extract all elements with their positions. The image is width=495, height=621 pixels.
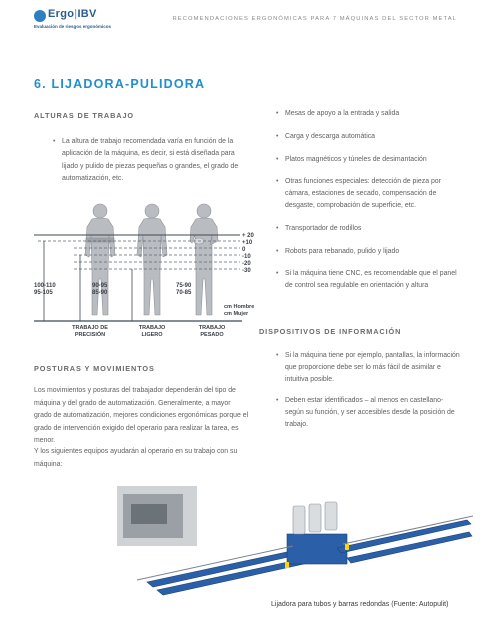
figure-label: TRABAJO DE — [72, 325, 108, 331]
human-figures-illustration — [85, 204, 218, 315]
list-item: • Transportador de rodillos — [276, 223, 462, 235]
range-lower: 95-105 — [34, 290, 53, 296]
list-item: • La altura de trabajo recomendada varía en función de la aplicación de la máquina, es decir, si está diseñada para lijado y pulido de piezas pequeñas o grandes, el grado de automatización, etc. — [53, 136, 248, 186]
scale-label: -30 — [242, 268, 251, 274]
logo-tagline: Evaluación de riesgos ergonómicos — [34, 24, 112, 29]
figure-label: LIGERO — [141, 332, 163, 338]
range-lower: 70-85 — [176, 290, 192, 296]
list-item: • Deben estar identificados – al menos en castellano- según su función, y ser accesibles desde la posición de trabajo. — [276, 395, 462, 430]
alturas-heading: ALTURAS DE TRABAJO — [34, 111, 134, 120]
posturas-paragraph: Los movimientos y posturas del trabajador dependerán del tipo de máquina y del grado de automatización. Generalmente, a mayor grado de automatización, mejores condiciones ergonómicas porque el grado de intervención exigido del operario para realizar la tarea, es menor. — [34, 387, 249, 445]
posturas-heading: POSTURAS Y MOVIMIENTOS — [34, 364, 155, 373]
dispositivos-list — [276, 350, 462, 431]
figure-label: TRABAJO — [198, 325, 226, 331]
list-item: • Robots para rebanado, pulido y lijado — [276, 246, 462, 258]
header-title: RECOMENDACIONES ERGONÓMICAS PARA 7 MÁQUINAS DEL SECTOR METAL — [172, 16, 457, 22]
alturas-list — [53, 136, 248, 186]
dispositivos-heading: DISPOSITIVOS DE INFORMACIÓN — [259, 327, 402, 336]
logo-circle-icon — [34, 10, 46, 22]
range-lower: 85-90 — [92, 290, 108, 296]
legend-lower: cm Mujer — [224, 311, 249, 317]
posturas-paragraph: Y los siguientes equipos ayudarán al operario en su trabajo con su máquina: — [34, 448, 238, 468]
scale-label: +10 — [242, 240, 253, 246]
legend-upper: cm Hombre — [224, 304, 255, 310]
scale-label: + 20 — [242, 233, 254, 239]
list-item: • Carga y descarga automática — [276, 131, 462, 143]
list-item: • Mesas de apoyo a la entrada y salida — [276, 108, 462, 120]
scale-label: 0 — [242, 247, 246, 253]
figure-label: TRABAJO — [138, 325, 166, 331]
scale-label: -20 — [242, 261, 251, 267]
list-item: • Platos magnéticos y túneles de desimantación — [276, 154, 462, 166]
section-title: 6. LIJADORA-PULIDORA — [34, 77, 206, 91]
equipment-list — [276, 108, 462, 292]
list-item: • Otras funciones especiales: detección de pieza por cámara, estaciones de secado, compensación de desgaste, comprobación de superficie, etc. — [276, 176, 462, 211]
range-upper: 75-90 — [176, 283, 192, 289]
figure-label: PRECISIÓN — [74, 332, 106, 338]
list-item: • Si la máquina tiene por ejemplo, pantallas, la información que proporcione debe ser lo más fácil de asimilar e intuitiva posible. — [276, 350, 462, 385]
range-upper: 90-95 — [92, 283, 108, 289]
list-item: • Si la máquina tiene CNC, es recomendable que el panel de control sea regulable en orientación y altura — [276, 268, 462, 292]
logo-brand: Ergo|IBV — [48, 8, 97, 20]
range-upper: 100-110 — [34, 283, 56, 289]
scale-label: -10 — [242, 254, 251, 260]
ergoibv-logo — [34, 8, 154, 36]
working-heights-figure — [34, 195, 259, 343]
photo-caption: Lijadora para tubos y barras redondas (Fuente: Autopulit) — [271, 601, 449, 608]
figure-label: PESADO — [200, 332, 224, 338]
sanding-machine-photo — [117, 486, 475, 596]
